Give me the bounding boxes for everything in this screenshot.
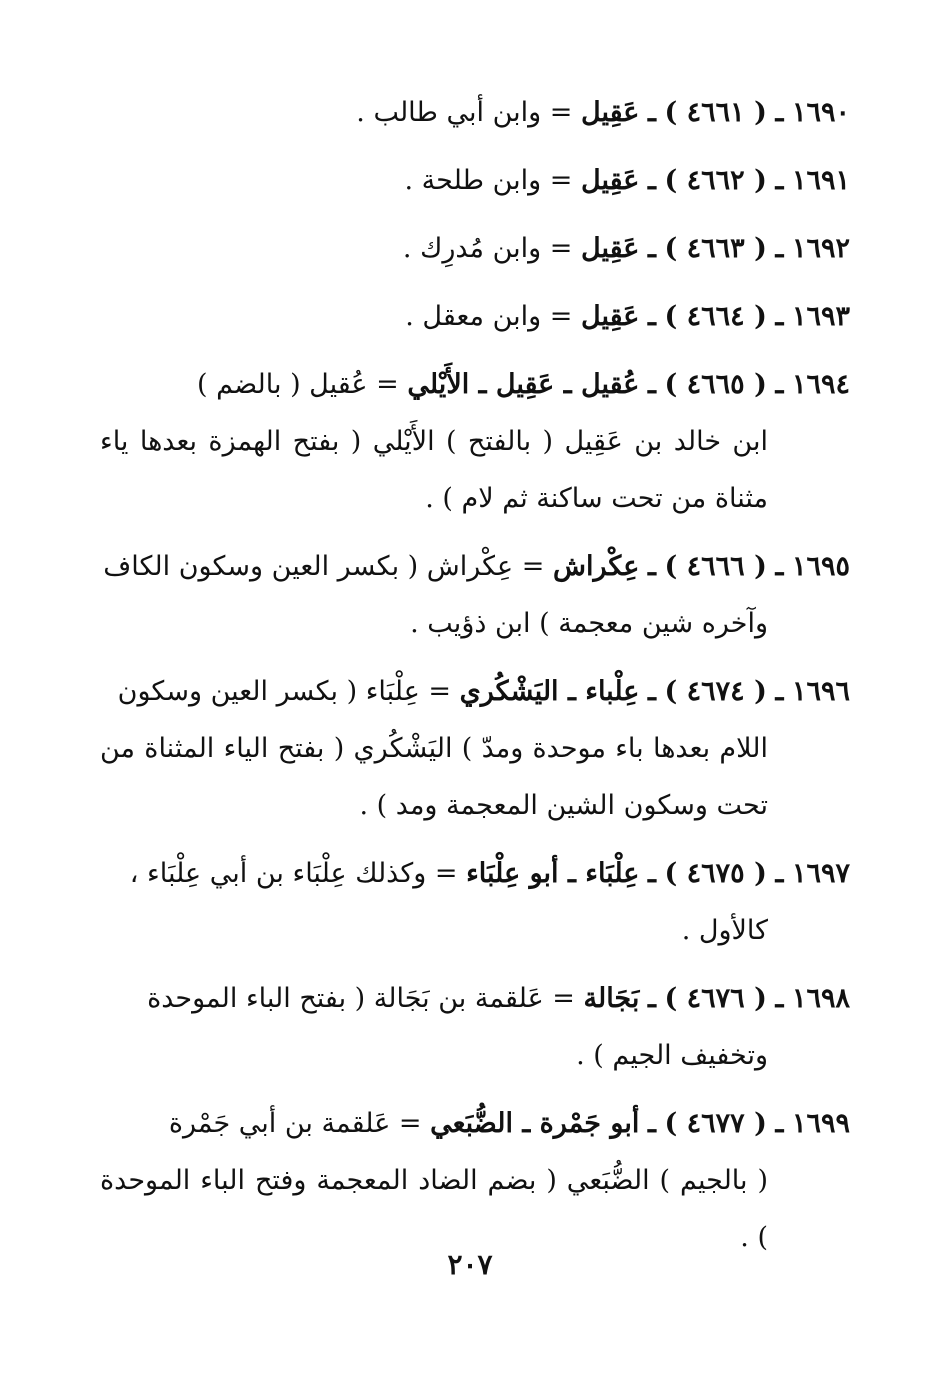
entry-number: ١٦٩٧ [791,858,850,889]
entry-ref: ( ٤٦٦٤ ) [664,301,767,332]
entry-text: = وابن أبي طالب . [356,97,573,128]
entry-text: = وابن طلحة . [404,165,573,196]
entry-ref: ( ٤٦٦٦ ) [664,551,767,582]
entry-text: = عَلقمة بن أبي جَمْرة [168,1108,422,1139]
entry-continuation: ( بالجيم ) الضُّبَعي ( بضم الضاد المعجمة وفتح الباء الموحدة ) . [100,1165,768,1253]
entry-head: عِلْبَاء ـ أبو عِلْبَاء [466,858,640,889]
entry-number: ١٦٩٩ [791,1108,850,1139]
entry: ١٦٩٥ ـ ( ٤٦٦٦ ) ـ عِكْراش = عِكْراش ( بكسر العين وسكون الكاف وآخره شين معجمة ) ابن ذؤيب . [100,538,850,652]
entry: ١٦٩٠ ـ ( ٤٦٦١ ) ـ عَقِيل = وابن أبي طالب . [356,97,850,128]
entry-text: = وابن مُدرِك . [402,233,573,264]
entry-number: ١٦٩٤ [791,369,850,400]
entry-text: = عُقيل ( بالضم ) [197,369,399,400]
entry-head: عُقيل ـ عَقِيل ـ الأَيْلي [407,369,640,400]
entry-head: عَقِيل [581,165,640,196]
entry-number: ١٦٩٨ [791,983,850,1014]
entry-continuation: ابن خالد بن عَقِيل ( بالفتح ) الأَيْلي ( بفتح الهمزة بعدها ياء مثناة من تحت ساكنة ثم لام ) . [100,426,768,514]
entry-continuation: وتخفيف الجيم ) . [576,1040,768,1071]
entry-continuation: اللام بعدها باء موحدة ومدّ ) اليَشْكُري ( بفتح الياء المثناة من تحت وسكون الشين المعجمة ومد ) . [100,733,768,821]
entry: ١٦٩٩ ـ ( ٤٦٧٧ ) ـ أبو جَمْرة ـ الضُّبَعي = عَلقمة بن أبي جَمْرة ( بالجيم ) الضُّبَعي ( بضم الضاد المعجمة وفتح الباء الموحدة ) . [100,1095,850,1266]
entry-number: ١٦٩٥ [791,551,850,582]
entry: ١٦٩٧ ـ ( ٤٦٧٥ ) ـ عِلْبَاء ـ أبو عِلْبَاء = وكذلك عِلْبَاء بن أبي عِلْبَاء ، كالأول . [100,845,850,959]
entry: ١٦٩٣ ـ ( ٤٦٦٤ ) ـ عَقِيل = وابن معقل . [405,301,850,332]
entry: ١٦٩٦ ـ ( ٤٦٧٤ ) ـ عِلْباء ـ اليَشْكُري = عِلْبَاء ( بكسر العين وسكون اللام بعدها باء موحدة ومدّ ) اليَشْكُري ( بفتح الياء المثناة من تحت وسكون الشين المعجمة ومد ) . [100,663,850,834]
entry-number: ١٦٩١ [791,165,850,196]
entry-ref: ( ٤٦٧٦ ) [664,983,767,1014]
entry-head: عَقِيل [581,301,640,332]
entry-text: = عَلقمة بن بَجَالة ( بفتح الباء الموحدة [147,983,575,1014]
entry-head: بَجَالة [583,983,640,1014]
entry-continuation: وآخره شين معجمة ) ابن ذؤيب . [410,608,768,639]
entry: ١٦٩٢ ـ ( ٤٦٦٣ ) ـ عَقِيل = وابن مُدرِك . [402,233,850,264]
entry-text: = عِلْبَاء ( بكسر العين وسكون [117,676,452,707]
page-number: ٢٠٧ [447,1248,493,1281]
entry-head: عَقِيل [581,97,640,128]
entry-ref: ( ٤٦٧٤ ) [664,676,767,707]
entry-ref: ( ٤٦٧٧ ) [664,1108,767,1139]
entry-number: ١٦٩٣ [791,301,850,332]
entry-number: ١٦٩٦ [791,676,850,707]
entry-ref: ( ٤٦٦٣ ) [664,233,767,264]
entry-head: أبو جَمْرة ـ الضُّبَعي [430,1108,640,1139]
entries-list [100,84,850,1266]
entry-text: = وكذلك عِلْبَاء بن أبي عِلْبَاء ، [129,858,458,889]
entry: ١٦٩٤ ـ ( ٤٦٦٥ ) ـ عُقيل ـ عَقِيل ـ الأَيْلي = عُقيل ( بالضم ) ابن خالد بن عَقِيل ( بالفتح ) الأَيْلي ( بفتح الهمزة بعدها ياء مثناة من تحت ساكنة ثم لام ) . [100,356,850,527]
entry-head: عِكْراش [552,551,640,582]
entry-ref: ( ٤٦٦٥ ) [664,369,767,400]
entry-head: عِلْباء ـ اليَشْكُري [459,676,640,707]
entry-text: = وابن معقل . [405,301,573,332]
entry-ref: ( ٤٦٦١ ) [664,97,767,128]
entry: ١٦٩٨ ـ ( ٤٦٧٦ ) ـ بَجَالة = عَلقمة بن بَجَالة ( بفتح الباء الموحدة وتخفيف الجيم ) . [100,970,850,1084]
entry-ref: ( ٤٦٦٢ ) [664,165,767,196]
entry-continuation: كالأول . [681,915,768,946]
entry: ١٦٩١ ـ ( ٤٦٦٢ ) ـ عَقِيل = وابن طلحة . [404,165,850,196]
entry-number: ١٦٩٢ [791,233,850,264]
entry-ref: ( ٤٦٧٥ ) [664,858,767,889]
entry-text: = عِكْراش ( بكسر العين وسكون الكاف [103,551,545,582]
entry-head: عَقِيل [581,233,640,264]
entry-number: ١٦٩٠ [791,97,850,128]
